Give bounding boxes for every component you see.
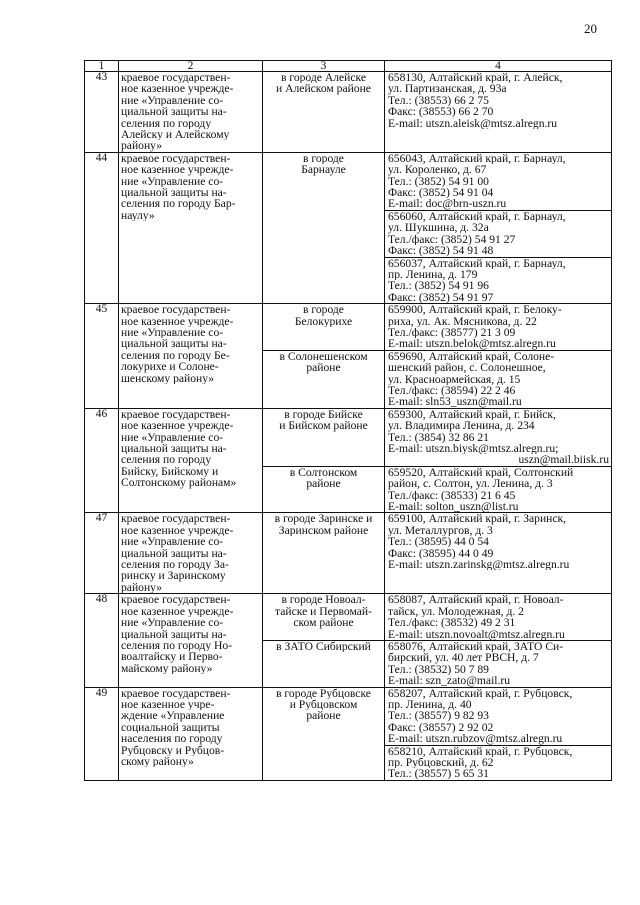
text-line: ние «Управление со-: [121, 175, 224, 188]
text-line: ул. Шукшина, д. 32а: [388, 222, 489, 234]
institution-name: [119, 408, 263, 513]
text-line: в городе Бийске: [284, 408, 363, 421]
text-line: краевое государствен-: [121, 687, 231, 699]
text-line: краевое государствен-: [121, 408, 231, 421]
text-line: E-mail: doc@brn-uszn.ru: [388, 198, 507, 210]
text-line: ное казенное учрежде-: [121, 164, 234, 176]
text-line: ное казенное учрежде-: [121, 524, 234, 537]
table-row: [85, 687, 612, 745]
institutions-table: [84, 60, 612, 781]
service-area: [263, 304, 385, 351]
text-line: циальной защиты на-: [121, 547, 227, 560]
text-line: тайск, ул. Молодежная, д. 2: [388, 605, 524, 618]
text-line: Тел.: (3852) 54 91 96: [388, 280, 489, 292]
text-line: Заринском районе: [278, 524, 369, 537]
text-line: Тел./факс: (38594) 22 2 46: [388, 384, 516, 397]
header-row: [85, 61, 612, 72]
text-line: E-mail: solton_uszn@list.ru: [388, 501, 519, 513]
text-line: ние «Управление со-: [121, 326, 224, 339]
column-header: 4: [385, 61, 612, 72]
text-line: локурихе и Солоне-: [121, 361, 219, 373]
text-line: в городе Рубцовске: [276, 687, 371, 699]
contact-info: [385, 640, 612, 687]
text-line: Бийску, Бийскому и: [121, 465, 219, 478]
text-line: пр. Рубцовский, д. 62: [388, 756, 494, 769]
table-row: [85, 72, 612, 153]
text-line: циальной защиты на-: [121, 628, 227, 640]
text-line: Тел.: (38557) 9 82 93: [388, 710, 489, 722]
contact-info: [385, 466, 612, 513]
service-area: [263, 640, 385, 687]
text-line: 659100, Алтайский край, г. Заринск,: [388, 513, 567, 525]
text-line: Факс: (3852) 54 91 04: [388, 187, 494, 199]
text-line: Тел./факс: (38577) 21 3 09: [388, 326, 516, 339]
text-line: ние «Управление со-: [121, 536, 224, 548]
text-line: и Алейском районе: [276, 83, 371, 95]
text-line: в Солтонском: [289, 466, 358, 479]
institution-name: [119, 152, 263, 303]
text-line: Тел.: (3854) 32 86 21: [388, 431, 489, 443]
row-number: 47: [85, 513, 119, 594]
text-line: социальной защиты: [121, 721, 220, 734]
text-line: 659520, Алтайский край, Солтонский: [388, 466, 574, 479]
text-line: Тел./факс: (38533) 21 6 45: [388, 489, 516, 502]
text-line: районе: [306, 478, 341, 490]
row-number: 43: [85, 72, 119, 153]
table-row: [85, 594, 612, 641]
text-line: циальной защиты на-: [121, 443, 227, 455]
text-line: Тел.: (38557) 5 65 31: [388, 768, 489, 780]
text-line: Барнауле: [301, 164, 346, 176]
text-line: Факс: (38557) 2 92 02: [388, 721, 494, 734]
text-line: шенскому району»: [121, 372, 215, 384]
text-line: ное казенное учре-: [121, 698, 215, 711]
text-line: Тел./факс: (38532) 49 2 31: [388, 617, 516, 629]
row-number: 49: [85, 687, 119, 780]
text-line: E-mail: utszn.rubzov@mtsz.alregn.ru: [388, 733, 563, 745]
text-line: E-mail: utszn.zarinskg@mtsz.alregn.ru: [388, 559, 570, 571]
contact-info: [385, 513, 612, 594]
text-line: ул. Партизанская, д. 93а: [388, 83, 507, 95]
text-line: селения по городу Бе-: [121, 349, 230, 362]
text-line: ждение «Управление: [121, 710, 225, 722]
text-line: селения по городу: [121, 117, 212, 130]
service-area: [263, 687, 385, 780]
text-line: селения по городу За-: [121, 559, 229, 571]
text-line: в городе: [303, 304, 344, 316]
text-line: ул. Владимира Ленина, д. 234: [388, 420, 535, 432]
text-line: в городе Заринске и: [274, 513, 373, 525]
text-line: Рубцовску и Рубцов-: [121, 744, 225, 756]
text-line: риха, ул. Ак. Мясникова, д. 22: [388, 315, 537, 327]
text-line: селения по городу Но-: [121, 639, 233, 652]
text-line: воалтайску и Перво-: [121, 651, 223, 663]
text-line: Факс: (38595) 44 0 49: [388, 547, 494, 560]
text-line: район, с. Солтон, ул. Ленина, д. 3: [388, 478, 553, 490]
contact-info: [385, 594, 612, 641]
text-line: Факс: (38553) 66 2 70: [388, 106, 494, 118]
row-number: 46: [85, 408, 119, 513]
column-header: 3: [263, 61, 385, 72]
service-area: [263, 513, 385, 594]
text-line: селения по городу Бар-: [121, 198, 236, 210]
text-line: E-mail: utszn.aleisk@mtsz.alregn.ru: [388, 117, 558, 130]
text-line: 656037, Алтайский край, г. Барнаул,: [388, 257, 566, 269]
contact-info: [385, 152, 612, 210]
service-area: [263, 466, 385, 513]
text-line: Тел.: (3852) 54 91 00: [388, 175, 489, 188]
text-line: району»: [121, 581, 163, 594]
text-line: 656060, Алтайский край, г. Барнаул,: [388, 210, 566, 223]
page-number: 20: [584, 21, 597, 36]
text-line: E-mail: utszn.novoalt@mtsz.alregn.ru: [388, 628, 565, 640]
institution-name: [119, 594, 263, 687]
text-line: циальной защиты на-: [121, 187, 227, 199]
table-row: [85, 513, 612, 594]
text-line: 658087, Алтайский край, г. Новоал-: [388, 594, 564, 606]
text-line: районе: [306, 362, 341, 374]
service-area: [263, 594, 385, 641]
contact-info: [385, 257, 612, 304]
text-line: краевое государствен-: [121, 72, 231, 84]
text-line: 658210, Алтайский край, г. Рубцовск,: [388, 745, 573, 757]
text-line: Тел.: (38553) 66 2 75: [388, 94, 489, 107]
text-line: в Солонешенском: [279, 350, 368, 363]
text-line: Факс: (3852) 54 91 97: [388, 291, 494, 304]
text-line: в городе: [303, 152, 344, 165]
text-line: краевое государствен-: [121, 594, 231, 606]
text-line: E-mail: utszn.belok@mtsz.alregn.ru: [388, 338, 556, 350]
text-line: 658207, Алтайский край, г. Рубцовск,: [388, 687, 573, 699]
text-line: ул. Красноармейская, д. 15: [388, 373, 521, 385]
text-line: пр. Ленина, д. 40: [388, 698, 472, 711]
text-line: ние «Управление со-: [121, 431, 224, 443]
text-line: ное казенное учрежде-: [121, 315, 234, 327]
table-row: [85, 408, 612, 466]
service-area: [263, 72, 385, 153]
text-line: Тел.: (38532) 50 7 89: [388, 663, 489, 676]
text-line: 659300, Алтайский край, г. Бийск,: [388, 408, 556, 421]
text-line: ное казенное учрежде-: [121, 83, 234, 95]
contact-info: [385, 745, 612, 780]
text-line: и Рубцовском: [289, 698, 358, 711]
contact-info: [385, 687, 612, 745]
text-line: району»: [121, 140, 163, 152]
service-area: [263, 408, 385, 466]
text-line: ул. Металлургов, д. 3: [388, 524, 493, 537]
text-line: скому району»: [121, 755, 194, 768]
text-line: бирский, ул. 40 лет РВСН, д. 7: [388, 652, 539, 664]
text-line: ное казенное учрежде-: [121, 420, 234, 432]
text-line: Солтонскому районам»: [121, 477, 237, 489]
contact-info: [385, 350, 612, 408]
text-line: 656043, Алтайский край, г. Барнаул,: [388, 152, 566, 165]
text-line: ринску и Заринскому: [121, 570, 226, 582]
institution-name: [119, 304, 263, 409]
contact-info: [385, 210, 612, 257]
table-row: [85, 152, 612, 210]
text-line: ском районе: [293, 617, 354, 629]
contact-info: [385, 304, 612, 351]
text-line: ние «Управление со-: [121, 617, 224, 629]
text-line: uszn@mail.biisk.ru: [518, 454, 609, 466]
text-line: районе: [306, 710, 341, 722]
text-line: циальной защиты на-: [121, 106, 227, 118]
text-line: 658076, Алтайский край, ЗАТО Си-: [388, 640, 564, 653]
text-line: Алейску и Алейскому: [121, 129, 230, 141]
text-line: циальной защиты на-: [121, 338, 227, 350]
text-line: пр. Ленина, д. 179: [388, 268, 478, 281]
text-line: Белокурихе: [294, 315, 353, 327]
text-line: ул. Короленко, д. 67: [388, 164, 487, 176]
row-number: 44: [85, 152, 119, 303]
text-line: в городе Алейске: [281, 72, 366, 84]
text-line: E-mail: szn_zato@mail.ru: [388, 675, 511, 687]
text-line: краевое государствен-: [121, 152, 231, 165]
table-row: [85, 304, 612, 351]
text-line: 659690, Алтайский край, Солоне-: [388, 350, 555, 363]
institution-name: [119, 72, 263, 153]
text-line: тайске и Первомай-: [275, 605, 372, 618]
service-area: [263, 350, 385, 408]
text-line: ние «Управление со-: [121, 94, 224, 107]
text-line: 659900, Алтайский край, г. Белоку-: [388, 304, 562, 316]
text-line: наулу»: [121, 209, 155, 222]
institution-name: [119, 513, 263, 594]
text-line: Факс: (3852) 54 91 48: [388, 245, 494, 257]
text-line: Тел.: (38595) 44 0 54: [388, 536, 489, 548]
text-line: Тел./факс: (3852) 54 91 27: [388, 233, 516, 246]
text-line: в ЗАТО Сибирский: [276, 640, 371, 653]
text-line: E-mail: utszn.biysk@mtsz.alregn.ru;: [388, 443, 559, 455]
text-line: и Бийском районе: [279, 420, 368, 432]
text-line: ное казенное учрежде-: [121, 605, 234, 618]
text-line: шенский район, с. Солонешное,: [388, 362, 546, 374]
contact-info: [385, 408, 612, 466]
row-number: 48: [85, 594, 119, 687]
institution-name: [119, 687, 263, 780]
row-number: 45: [85, 304, 119, 409]
text-line: краевое государствен-: [121, 513, 231, 525]
column-header: 2: [119, 61, 263, 72]
text-line: 658130, Алтайский край, г. Алейск,: [388, 72, 563, 84]
table-body: [85, 61, 612, 781]
text-line: E-mail: sln53_uszn@mail.ru: [388, 396, 522, 408]
text-line: в городе Новоал-: [281, 594, 366, 606]
column-header: 1: [85, 61, 119, 72]
text-line: майскому району»: [121, 662, 213, 675]
text-line: населения по городу: [121, 733, 223, 745]
text-line: краевое государствен-: [121, 304, 231, 316]
text-line: селения по городу: [121, 454, 212, 466]
service-area: [263, 152, 385, 303]
contact-info: [385, 72, 612, 153]
